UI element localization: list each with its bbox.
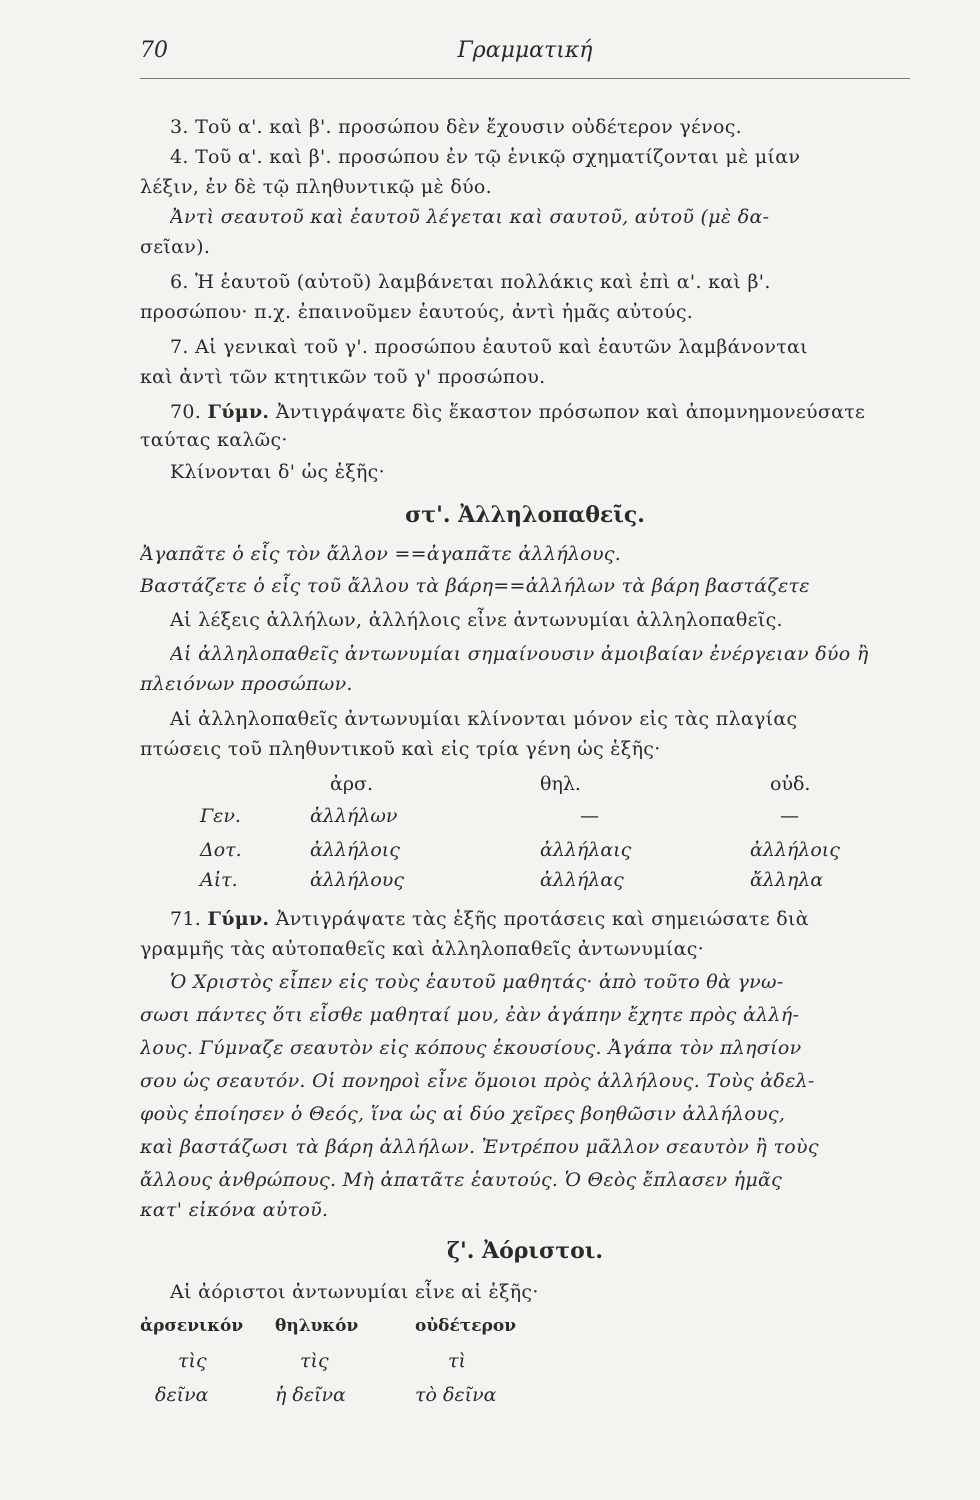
- text-line: καὶ βαστάζωσι τὰ βάρη ἀλλήλων. Ἐντρέπου μᾶλλον σεαυτὸν ἢ τοὺς: [140, 1136, 819, 1158]
- exercise-70: [170, 398, 910, 426]
- text-line: φοὺς ἐποίησεν ὁ Θεός, ἵνα ὡς αἱ δύο χεῖρες βοηθῶσιν ἀλλήλους,: [140, 1103, 786, 1125]
- table-header: ἀρσ.: [330, 773, 374, 795]
- table-cell: τὶς: [178, 1350, 207, 1372]
- table-cell: —: [580, 805, 599, 827]
- exercise-number: 71.: [170, 908, 202, 930]
- text-line: 6. Ἡ ἑαυτοῦ (αὑτοῦ) λαμβάνεται πολλάκις καὶ ἐπὶ α'. καὶ β'.: [170, 271, 771, 293]
- text-line: γραμμῆς τὰς αὐτοπαθεῖς καὶ ἀλληλοπαθεῖς ἀντωνυμίας·: [140, 938, 704, 960]
- table-cell: ἀλλήλων: [310, 805, 398, 827]
- section-heading: ζ'. Ἀόριστοι.: [446, 1238, 604, 1264]
- running-title: Γραμματική: [457, 38, 593, 63]
- table-cell: ἀλλήλας: [540, 869, 624, 891]
- exercise-label: Γύμν.: [207, 401, 270, 423]
- text-line: σου ὡς σεαυτόν. Οἱ πονηροὶ εἶνε ὅμοιοι πρὸς ἀλλήλους. Τοὺς ἀδελ-: [140, 1070, 815, 1092]
- table-case: Αἰτ.: [200, 869, 238, 891]
- text-line: πλειόνων προσώπων.: [140, 673, 353, 695]
- table-cell: —: [780, 805, 799, 827]
- text-line: Αἱ ἀλληλοπαθεῖς ἀντωνυμίαι σημαίνουσιν ἀμοιβαίαν ἐνέργειαν δύο ἢ: [170, 643, 869, 665]
- exercise-text: Ἀντιγράψατε τὰς ἑξῆς προτάσεις καὶ σημειώσατε διὰ: [275, 908, 809, 930]
- text-line: Ὁ Χριστὸς εἶπεν εἰς τοὺς ἑαυτοῦ μαθητάς· ἀπὸ τοῦτο θὰ γνω-: [170, 971, 784, 993]
- table-cell: ἡ δεῖνα: [275, 1384, 346, 1406]
- text-line: Αἱ ἀόριστοι ἀντωνυμίαι εἶνε αἱ ἑξῆς·: [170, 1281, 539, 1303]
- exercise-text: Ἀντιγράψατε δὶς ἕκαστον πρόσωπον καὶ ἀπομνημονεύσατε: [275, 401, 866, 423]
- text-line: Ἀντὶ σεαυτοῦ καὶ ἑαυτοῦ λέγεται καὶ σαυτοῦ, αὑτοῦ (μὲ δα-: [170, 206, 770, 228]
- text-line: Ἀγαπᾶτε ὁ εἷς τὸν ἄλλον ==ἀγαπᾶτε ἀλλήλους.: [140, 543, 622, 565]
- text-line: κατ' εἰκόνα αὐτοῦ.: [140, 1199, 329, 1221]
- text-line: σωσι πάντες ὅτι εἶσθε μαθηταί μου, ἐὰν ἀγάπην ἔχητε πρὸς ἀλλή-: [140, 1004, 800, 1026]
- text-line: σεῖαν).: [140, 236, 211, 258]
- table-cell: τὸ δεῖνα: [415, 1384, 497, 1406]
- text-line: 4. Τοῦ α'. καὶ β'. προσώπου ἐν τῷ ἑνικῷ σχηματίζονται μὲ μίαν: [170, 146, 801, 168]
- text-line: 3. Τοῦ α'. καὶ β'. προσώπου δὲν ἔχουσιν οὐδέτερον γένος.: [170, 116, 742, 138]
- table-cell: τὶ: [448, 1350, 466, 1372]
- exercise-number: 70.: [170, 401, 202, 423]
- table-header: ἀρσενικόν: [140, 1316, 244, 1336]
- text-line: λέξιν, ἐν δὲ τῷ πληθυντικῷ μὲ δύο.: [140, 176, 493, 198]
- table-header: οὐδ.: [770, 773, 811, 795]
- text-line: Αἱ λέξεις ἀλλήλων, ἀλλήλοις εἶνε ἀντωνυμίαι ἀλληλοπαθεῖς.: [170, 609, 783, 631]
- text-line: ἄλλους ἀνθρώπους. Μὴ ἀπατᾶτε ἑαυτούς. Ὁ Θεὸς ἔπλασεν ἡμᾶς: [140, 1169, 783, 1191]
- table-cell: ἀλλήλαις: [540, 839, 632, 861]
- text-line: ταύτας καλῶς·: [140, 429, 288, 451]
- text-line: Αἱ ἀλληλοπαθεῖς ἀντωνυμίαι κλίνονται μόνον εἰς τὰς πλαγίας: [170, 708, 798, 730]
- table-cell: ἄλληλα: [750, 869, 824, 891]
- table-header: θηλ.: [540, 773, 581, 795]
- text-line: πτώσεις τοῦ πληθυντικοῦ καὶ εἰς τρία γένη ὡς ἑξῆς·: [140, 738, 661, 760]
- text-line: προσώπου· π.χ. ἐπαινοῦμεν ἑαυτούς, ἀντὶ ἡμᾶς αὐτούς.: [140, 301, 694, 323]
- table-cell: δεῖνα: [155, 1384, 209, 1406]
- table-header: θηλυκόν: [275, 1316, 359, 1336]
- table-cell: ἀλλήλους: [310, 869, 404, 891]
- table-header: οὐδέτερον: [415, 1316, 517, 1336]
- table-cell: τὶς: [300, 1350, 329, 1372]
- page-number: 70: [140, 38, 168, 63]
- section-heading: στ'. Ἀλληλοπαθεῖς.: [405, 502, 645, 528]
- text-line: Κλίνονται δ' ὡς ἑξῆς·: [170, 461, 385, 483]
- table-case: Δοτ.: [200, 839, 242, 861]
- page-header: [140, 38, 910, 79]
- table-cell: ἀλλήλοις: [310, 839, 400, 861]
- text-line: λους. Γύμναζε σεαυτὸν εἰς κόπους ἑκουσίους. Ἀγάπα τὸν πλησίον: [140, 1037, 802, 1059]
- exercise-label: Γύμν.: [207, 908, 270, 930]
- text-line: 7. Αἱ γενικαὶ τοῦ γ'. προσώπου ἑαυτοῦ καὶ ἑαυτῶν λαμβάνονται: [170, 336, 808, 358]
- text-line: Βαστάζετε ὁ εἷς τοῦ ἄλλου τὰ βάρη==ἀλλήλων τὰ βάρη βαστάζετε: [140, 575, 810, 597]
- exercise-71: [170, 905, 910, 933]
- text-line: καὶ ἀντὶ τῶν κτητικῶν τοῦ γ' προσώπου.: [140, 366, 546, 388]
- table-case: Γεν.: [200, 805, 241, 827]
- table-cell: ἀλλήλοις: [750, 839, 840, 861]
